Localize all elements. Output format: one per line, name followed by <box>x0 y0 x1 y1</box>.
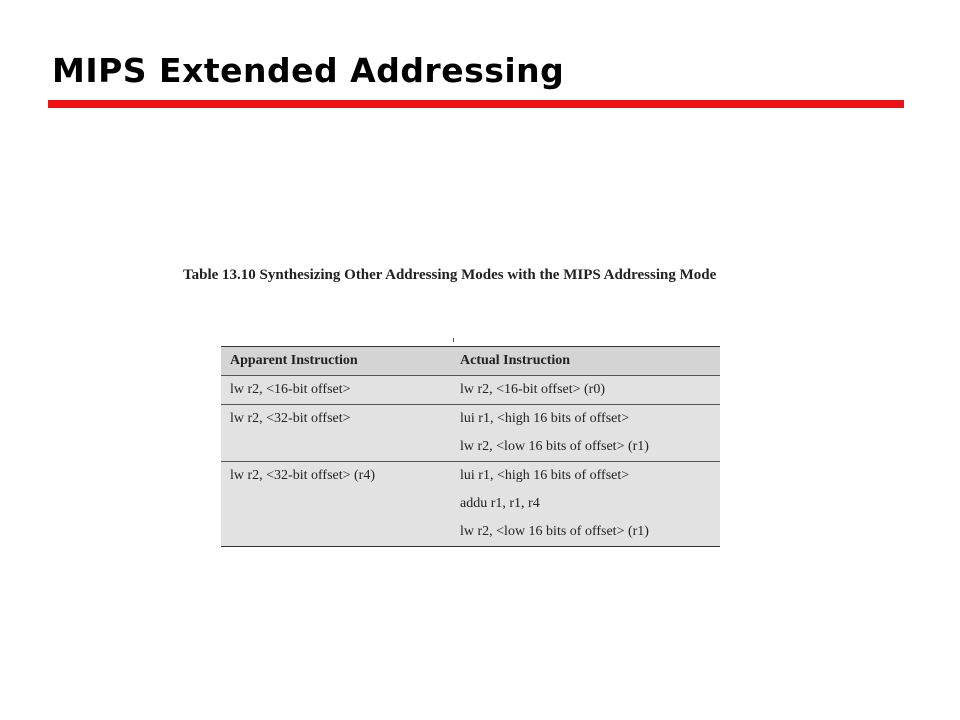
apparent-instruction-text: lw r2, <32-bit offset> (r4) <box>230 468 376 483</box>
table-row <box>221 376 720 405</box>
addressing-table <box>221 346 720 547</box>
actual-instruction-cell <box>451 462 720 546</box>
table-row <box>221 462 720 546</box>
table-row <box>221 405 720 462</box>
actual-instruction-line: lw r2, <low 16 bits of offset> (r1) <box>460 439 649 454</box>
apparent-instruction-text: lw r2, <32-bit offset> <box>230 411 351 426</box>
actual-instruction-line: lw r2, <low 16 bits of offset> (r1) <box>460 524 649 539</box>
table-header-row <box>221 347 720 376</box>
actual-instruction-line: lui r1, <high 16 bits of offset> <box>460 411 630 426</box>
actual-instruction-line: lw r2, <16-bit offset> (r0) <box>460 382 606 397</box>
actual-instruction-line: addu r1, r1, r4 <box>460 496 540 511</box>
actual-instruction-cell <box>451 405 720 461</box>
column-tick-mark <box>453 338 454 342</box>
table-caption: Table 13.10 Synthesizing Other Addressing Modes with the MIPS Addressing Mode <box>183 267 717 283</box>
apparent-instruction-cell <box>221 462 451 546</box>
header-actual-instruction: Actual Instruction <box>460 353 571 368</box>
apparent-instruction-text: lw r2, <16-bit offset> <box>230 382 351 397</box>
apparent-instruction-cell <box>221 405 451 461</box>
actual-instruction-cell <box>451 376 720 404</box>
apparent-instruction-cell <box>221 376 451 404</box>
slide-title: MIPS Extended Addressing <box>52 51 565 90</box>
header-apparent-instruction: Apparent Instruction <box>230 353 358 368</box>
actual-instruction-line: lui r1, <high 16 bits of offset> <box>460 468 630 483</box>
title-underline <box>48 100 904 108</box>
